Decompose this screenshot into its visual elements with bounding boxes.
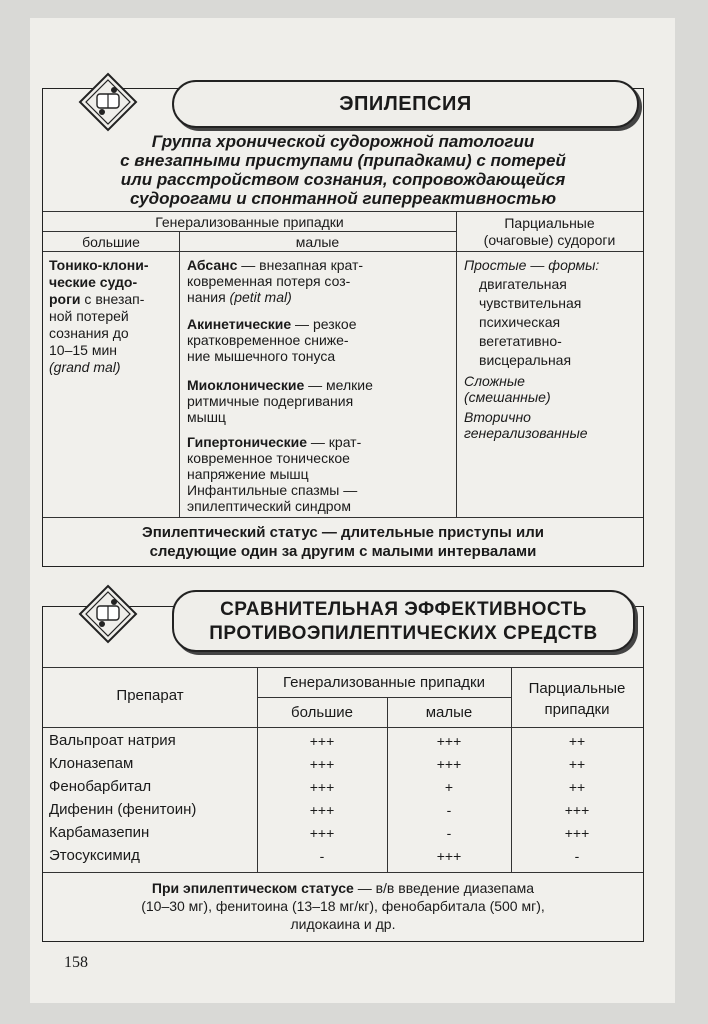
table-rule: [456, 211, 457, 517]
major-term: роги: [49, 291, 81, 307]
header-partial: (очаговые) судороги: [483, 232, 616, 248]
major-text: ной потерей: [49, 308, 129, 324]
table-rule: [43, 211, 643, 212]
cell-minor: +++: [436, 733, 462, 749]
section1-title: ЭПИЛЕПСИЯ: [172, 80, 639, 128]
header-major: большие: [82, 234, 140, 250]
subtitle-line: или расстройством сознания, сопровождающейся: [120, 170, 566, 189]
section2-title-line: ПРОТИВОЭПИЛЕПТИЧЕСКИХ СРЕДСТВ: [209, 623, 598, 644]
header-partial: припадки: [544, 701, 610, 718]
partial-simple: Простые — формы:: [464, 257, 600, 273]
cell-minor: +: [444, 779, 454, 795]
cell-major: +++: [309, 756, 335, 772]
table-rule: [179, 231, 180, 517]
cell-major: -: [319, 848, 325, 864]
cell-partial: ++: [568, 733, 586, 749]
minor-item-hypertonic: Гипертонические — крат- ковременное тоническое напряжение мышц Инфантильные спазмы — эпилептический синдром: [187, 434, 362, 514]
cell-minor: -: [446, 802, 452, 818]
minor-item-myoclonic: Миоклонические — мелкие ритмичные подергивания мышц: [187, 377, 373, 425]
cell-major: +++: [309, 779, 335, 795]
major-cell: [49, 257, 177, 376]
major-text: с внезап-: [80, 291, 145, 307]
cell-minor: +++: [436, 756, 462, 772]
section-epilepsy: [42, 88, 644, 567]
partial-secondary: Вторично генерализованные: [464, 409, 588, 441]
section2-title-line: СРАВНИТЕЛЬНАЯ ЭФФЕКТИВНОСТЬ: [220, 599, 587, 620]
pharmacy-badge-icon: [78, 72, 138, 132]
table-rule: [43, 872, 643, 873]
table-rule: [43, 727, 643, 728]
partial-forms: двигательная чувствительная психическая вегетативно- висцеральная: [479, 276, 582, 368]
header-minor: малые: [425, 704, 473, 721]
drug-name: Дифенин (фенитоин): [49, 801, 197, 818]
drug-name: Этосуксимид: [49, 847, 140, 864]
table-rule: [257, 697, 511, 698]
cell-major: +++: [309, 825, 335, 841]
cell-partial: -: [574, 848, 580, 864]
status-note: Эпилептический статус — длительные приступы или следующие один за другим с малыми интервалами: [142, 524, 544, 560]
header-generalized: Генерализованные припадки: [283, 674, 485, 691]
table-rule: [43, 517, 643, 518]
cell-partial: +++: [564, 802, 590, 818]
cell-partial: ++: [568, 779, 586, 795]
drug-name: Клоназепам: [49, 755, 134, 772]
drug-name: Фенобарбитал: [49, 778, 152, 795]
major-latin: (grand mal): [49, 359, 121, 375]
partial-cell: [464, 257, 640, 273]
major-term: ческие судо-: [49, 274, 138, 290]
table-rule: [43, 667, 643, 668]
header-major: большие: [291, 704, 353, 721]
section-efficacy: [42, 606, 644, 942]
major-term: Тонико-клони-: [49, 257, 149, 273]
minor-item-akinetic: Акинетические — резкое кратковременное сниже- ние мышечного тонуса: [187, 316, 357, 364]
table-rule: [43, 231, 456, 232]
drug-name: Карбамазепин: [49, 824, 150, 841]
subtitle-line: с внезапными приступами (припадками) с потерей: [120, 151, 566, 170]
header-drug: Препарат: [116, 687, 184, 704]
table-rule: [43, 251, 643, 252]
cell-partial: +++: [564, 825, 590, 841]
status-treatment-note: При эпилептическом статусе — в/в введение диазепама (10–30 мг), фенитоина (13–18 мг/кг), фенобарбитала (500 мг), лидокаина и др.: [141, 880, 545, 932]
major-text: 10–15 мин: [49, 342, 117, 358]
header-minor: малые: [295, 234, 340, 250]
minor-item-absence: Абсанс — внезапная крат- ковременная потеря соз- нания (petit mal): [187, 257, 364, 305]
cell-major: +++: [309, 802, 335, 818]
subtitle-line: Группа хронической судорожной патологии: [151, 132, 535, 151]
cell-partial: ++: [568, 756, 586, 772]
cell-major: +++: [309, 733, 335, 749]
subtitle-line: судорогами и спонтанной гиперреактивностью: [129, 189, 557, 208]
cell-minor: +++: [436, 848, 462, 864]
header-generalized: Генерализованные припадки: [155, 214, 344, 230]
pharmacy-badge-icon: [78, 584, 138, 644]
section2-title: [172, 590, 635, 652]
header-partial: Парциальные: [504, 215, 595, 231]
cell-minor: -: [446, 825, 452, 841]
page-number: 158: [64, 954, 88, 971]
partial-complex: Сложные (смешанные): [464, 373, 551, 405]
header-partial: Парциальные: [528, 680, 626, 697]
major-text: сознания до: [49, 325, 129, 341]
drug-name: Вальпроат натрия: [49, 732, 176, 749]
